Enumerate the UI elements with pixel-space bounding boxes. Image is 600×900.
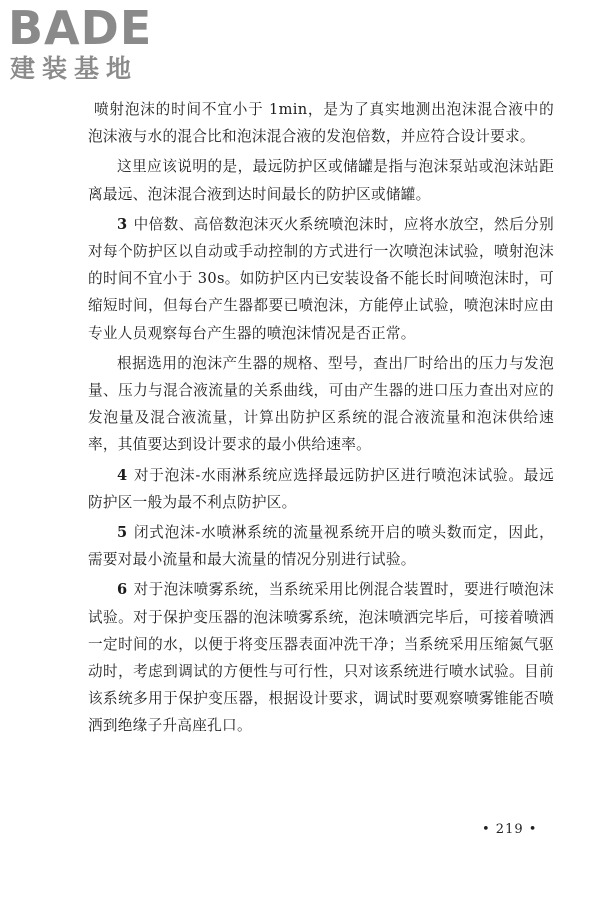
logo-subtitle: 建装基地 (10, 54, 139, 83)
logo (8, 2, 178, 88)
paragraph-text: 中倍数、高倍数泡沫灭火系统喷泡沫时，应将水放空，然后分别对每个防护区以自动或手动控制的方式进行一次喷泡沫试验，喷射泡沫的时间不宜小于 30s。如防护区内已安装设备不能长时间喷泡沫时，可缩短时间，但每台产生器都要已喷泡沫，方能停止试验，喷泡沫时应由专业人员观察每台产生器的喷泡沫情况是否正常。 (88, 215, 554, 342)
document-body (88, 96, 554, 743)
page-number: • 219 • (482, 822, 538, 837)
item-number: 6 (117, 581, 128, 599)
paragraph-text: 根据选用的泡沫产生器的规格、型号，查出厂时给出的压力与发泡量、压力与混合液流量的关系曲线，可由产生器的进口压力查出对应的发泡量及混合液流量，计算出防护区系统的混合液流量和泡沫供给速率，其值要达到设计要求的最小供给速率。 (88, 354, 554, 454)
item-number: 3 (117, 215, 128, 233)
paragraph-text: 这里应该说明的是，最远防护区或储罐是指与泡沫泵站或泡沫站距离最远、泡沫混合液到达时间最长的防护区或储罐。 (88, 158, 554, 203)
logo-wordmark: BADE (8, 1, 153, 55)
paragraph (88, 350, 554, 459)
item-number: 5 (117, 524, 128, 542)
paragraph (88, 211, 554, 347)
paragraph-text: 对于泡沫-水雨淋系统应选择最远防护区进行喷泡沫试验。最远防护区一般为最不利点防护区。 (88, 466, 554, 511)
item-number: 4 (117, 466, 128, 484)
paragraph (88, 153, 554, 207)
paragraph-text: 对于泡沫喷雾系统，当系统采用比例混合装置时，要进行喷泡沫试验。对于保护变压器的泡沫喷雾系统，泡沫喷洒完毕后，可接着喷洒一定时间的水，以便于将变压器表面冲洗干净；当系统采用压缩氮气驱动时，考虑到调试的方便性与可行性，只对该系统进行喷水试验。目前该系统多用于保护变压器，根据设计要求，调试时要观察喷雾锥能否喷洒到绝缘子升高座孔口。 (88, 581, 554, 735)
paragraph-text: 喷射泡沫的时间不宜小于 1min，是为了真实地测出泡沫混合液中的泡沫液与水的混合比和泡沫混合液的发泡倍数，并应符合设计要求。 (88, 101, 554, 146)
paragraph (88, 96, 554, 150)
paragraph (88, 576, 554, 739)
paragraph (88, 519, 554, 573)
paragraph-text: 闭式泡沫-水喷淋系统的流量视系统开启的喷头数而定，因此，需要对最小流量和最大流量的情况分别进行试验。 (88, 524, 554, 569)
paragraph (88, 462, 554, 516)
